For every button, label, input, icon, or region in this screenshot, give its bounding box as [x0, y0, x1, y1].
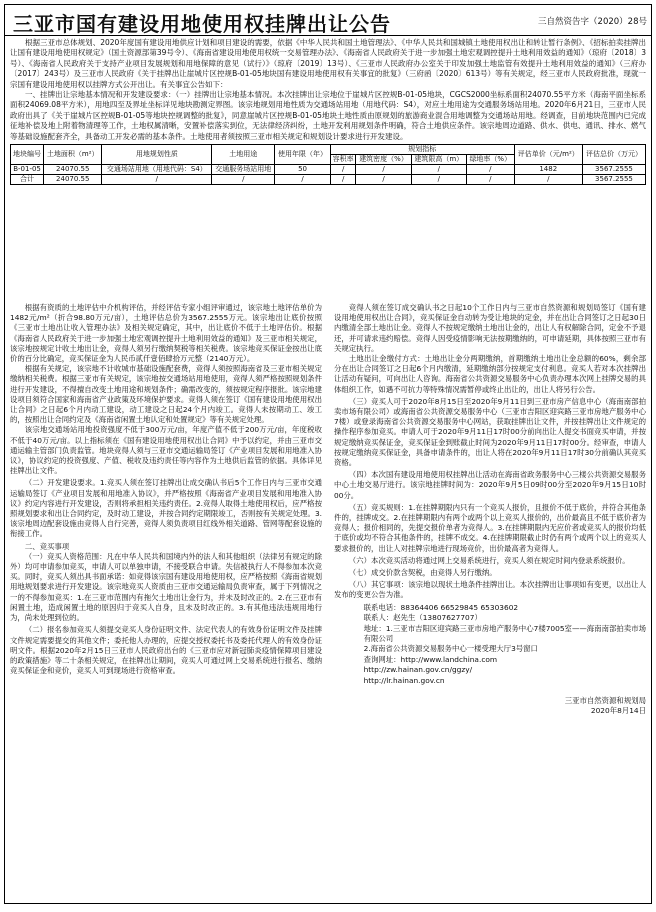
total-slash: / [466, 175, 514, 185]
total-slash: / [411, 175, 466, 185]
contact-address-2: 2.海南省公共资源交易服务中心一楼受理大厅3号窗口 [363, 644, 538, 654]
body-paragraph: （七）成交价款含契税，由竞得人另行缴纳。 [348, 568, 497, 578]
header-unit-price: 评估单价（元/m²） [514, 145, 582, 165]
table-total-row [11, 175, 646, 185]
total-slash: / [356, 175, 411, 185]
contact-phone: 联系电话：88364406 66529845 65303602 [363, 602, 519, 612]
table-row [11, 165, 646, 175]
total-slash: / [102, 175, 212, 185]
cell-green: / [466, 165, 514, 175]
cell-land-nature: 交通场站用地（用地代码：S4） [102, 165, 212, 175]
cell-height: / [411, 165, 466, 175]
intro-section [5, 36, 651, 142]
body-columns [10, 303, 646, 901]
issue-date: 2020年8月14日 [590, 706, 646, 716]
header-area: 土地面积（m²） [44, 145, 102, 165]
total-slash: / [275, 175, 331, 185]
header-height: 建筑限高（m） [411, 155, 466, 165]
header-land-use: 土地用途 [212, 145, 275, 165]
header-parcel-no: 地块编号 [11, 145, 44, 165]
total-slash: / [514, 175, 582, 185]
cell-land-use: 交通服务场站用地 [212, 165, 275, 175]
body-paragraph: （二）报名参加竞买人须提交竞买人身份证明文件、法定代表人的有效身份证明文件及挂牌文件规定需要提交的其他文件；委托他人办理的，应提交授权委托书及委托代理人的有效身份证明文件。根据2020年2月15日三亚市人民政府出台的《三亚市应对新冠肺炎疫情保障项目建设的政策措施》等二十条相关规定，在挂牌出让期间，竞买人可通过网上交易系统进行报名、缴纳竞买保证金和竞价，竞买人可到现场进行资格审查。 [10, 625, 322, 676]
body-paragraph: （四）本次国有建设用地使用权挂牌出让活动在海南省政务服务中心三楼公共资源交易服务中心土地交易厅进行。该宗地挂牌时间为：2020年9月5日09时00分至2020年9月15日10时00分。 [334, 470, 646, 500]
contact-person: 联系人：赵先生（13807627707） [363, 613, 482, 623]
cell-parcel-no: B-01-05 [11, 165, 44, 175]
right-column [334, 303, 646, 901]
contact-address-1: 地址：1.三亚市吉阳区迎宾路三亚市房地产服务中心7楼7005室——海南南部拍卖市场有限公司 [363, 623, 646, 643]
header-planning: 规划指标 [330, 145, 514, 155]
body-paragraph: 根据有资质的土地评估中介机构评估，并经评估专家小组评审通过，该宗地土地评估单价为1482元/m²（折合98.80万元/亩），土地评估总价为3567.2555万元。该宗地出让底价按照《三亚市土地出让收入管理办法》及相关规定确定，其中，出让底价不低于土地评估价。根据《海南省人民政府关于进一步加强土地宏观调控提升土地利用效益的通知》及三亚市相关规定，该宗地按规定计收土地出让金，竞得人须另行缴纳契税等相关税费。该宗地竞买保证金按出让底价的百分比确定，竞买保证金为人民币贰仟壹佰肆拾万元整（2140万元）。 [10, 303, 322, 364]
header-term: 使用年限（年） [275, 145, 331, 165]
header-total-price: 评估总价（万元） [582, 145, 645, 165]
cell-far: / [330, 165, 356, 175]
cell-density: / [356, 165, 411, 175]
cell-area: 24070.55 [44, 165, 102, 175]
total-area: 24070.55 [44, 175, 102, 185]
body-paragraph: （三）竞买人可于2020年8月15日至2020年9月11日到三亚市房产信息中心（海南南部拍卖市场有限公司）或海南省公共资源交易服务中心（三亚市吉阳区迎宾路三亚市房地产服务中心7楼）或登录海南省公共资源交易服务中心网站，获取挂牌出让文件，并按挂牌出让文件规定的操作程序参加竞买。申请人可于2020年9月11日17时00分前向出让人提交书面竞买申请，并按规定缴纳竞买保证金，竞买保证金到账截止时间为2020年9月11日17时00分。经审查，申请人按规定缴纳竞买保证金，具备申请条件的，出让人将在2020年9月11日17时30分前确认其竞买资格。 [334, 396, 646, 468]
total-label: 合计 [11, 175, 44, 185]
document-number: 三自然资告字（2020）28号 [538, 17, 647, 27]
body-paragraph: （五）竞买规则：1.在挂牌期限内只有一个竞买人报价，且报价不低于底价，并符合其他条件的，挂牌成交。2.在挂牌期限内有两个或两个以上竞买人报价的，出价最高且不低于底价者为竞得人；报价相同的，先提交报价单者为竞得人。3.在挂牌期限内无应价者或竞买人的报价均低于底价或均不符合其他条件的，挂牌不成交。4.在挂牌期限截止时仍有两个或两个以上的竞买人要求报价的，出让人对挂牌宗地进行现场竞价，出价最高者为竞得人。 [334, 502, 646, 553]
body-paragraph: （一）竞买人资格范围：凡在中华人民共和国境内外的法人和其他组织（法律另有规定的除外）均可申请参加竞买，申请人可以单独申请，不接受联合申请。失信被执行人不得参加本次竞买。同时，竞买人须出具书面承诺：如竞得该宗国有建设用地使用权，应严格按照《海南省规划用地规划要求进行开发建设。该宗地竞买人资质由三亚市交通运输局负责审查，属于下列情况之一的不得参加竞买：1.在三亚市范围内有拖欠土地出让金行为，并未及时改正的。2.在三亚市有闲置土地，造成闲置土地的原因归于竞买人自身，且未及时改正的。3.有其他违法违规用地行为，尚未处理到位的。 [10, 551, 322, 623]
body-paragraph: （八）其它事项：该宗地以现状土地条件挂牌出让。本次挂牌出让事项如有变更，以出让人发布的变更公告为准。 [334, 580, 646, 600]
body-paragraph: 该宗地交通场站用地投资强度不低于300万元/亩，年度产值不低于200万元/亩，年度税收不低于40万元/亩。以上指标须在《国有建设用地使用权出让合同》中予以约定，并由三亚市交通运输主管部门负责监管。地块竞得人须与三亚市交通运输局签订《产业项目发展和用地准入协议》，协议约定的投资强度、产值、税收及违约责任等内容作为土地供后监管的依据。具体详见挂牌出让文件。 [10, 425, 322, 476]
cell-term: 50 [275, 165, 331, 175]
parcel-table [10, 144, 646, 185]
table-header-row [11, 145, 646, 155]
header-green: 绿地率（%） [466, 155, 514, 165]
body-paragraph: （二）开发建设要求。1.竞买人须在签订挂牌出让成交确认书后5个工作日内与三亚市交通运输局签订《产业项目发展和用地准入协议》，并严格按照《海南省产业项目发展和用地准入协议》约定内容进行开发建设，否则将承担相关违约责任。2.竞得人取得土地使用权后，应严格按照规划要求和出让合同约定，及时动工建设，并按合同约定期限竣工，否则按有关规定处理。3.该宗地周边配套设施由竞得人自行完善，竞得人须负责项目红线外相关道路、管网等配套设施的衔接工作。 [10, 478, 322, 539]
section-heading: 二、竞买事项 [24, 541, 70, 551]
body-paragraph: 根据有关规定，该宗地不计收城市基础设施配套费，竞得人须按照海南省及三亚市相关规定缴纳相关税费。根据三亚市有关规定，该宗地按交通场站用地使用，竞得人须严格按照规划条件进行开发建设，不得擅自改变土地用途和规划条件；确需改变的，须按规定程序报批。该宗地建设项目须符合国家和海南省产业政策及环境保护要求。竞得人须在签订《国有建设用地使用权出让合同》之日起6个月内动工建设，动工建设之日起24个月内竣工。竞得人未按期动工、竣工的，按照出让合同约定及《海南省闲置土地认定和处置规定》等有关规定处理。 [10, 364, 322, 425]
header-land-nature: 用地规划性质 [102, 145, 212, 165]
announcement-page [4, 4, 652, 904]
contact-block [334, 603, 646, 686]
total-slash: / [330, 175, 356, 185]
body-paragraph: 土地出让金缴付方式：土地出让金分两期缴纳，首期缴纳土地出让金总额的60%，剩余部分在出让合同签订之日起6个月内缴清，延期缴纳部分按规定支付利息。竞买人若对本次挂牌出让活动有疑问，可向出让人咨询。海南省公共资源交易服务中心负责办理本次网上挂牌交易的具体组织工作，如遇不可抗力等特殊情况需暂停或终止出让的，出让人将另行公告。 [334, 354, 646, 394]
header-density: 建筑密度（%） [356, 155, 411, 165]
page-title: 三亚市国有建设用地使用权挂牌出让公告 [13, 12, 391, 36]
query-link-1[interactable]: 查询网址：http://www.landchina.com [363, 654, 498, 664]
query-link-3[interactable]: http://lr.hainan.gov.cn [363, 675, 445, 685]
cell-total-price: 3567.2555 [582, 165, 645, 175]
intro-paragraph: 一、挂牌出让宗地基本情况和开发建设要求：（一）挂牌出让宗地基本情况。本次挂牌出让宗地位于崖城片区控规B-01-05地块，CGCS2000坐标系面积24070.55平方米（海南平面坐标系面积24069.08平方米），用地四至及界址坐标详见地块勘测定界图。该宗地规划用地性质为交通场站用地（用地代码：S4），对应土地用途为交通服务场站用地。2020年6月21日，三亚市人民政府出具了《关于崖城片区控规B-01-05等地块控规调整的批复》，同意崖城片区控规B-01-05地块土地性质由原规划的旅游商业混合用地调整为交通场站用地。经调查，目前地块范围内已完成征地补偿及地上附着物清理等工作，土地权属清晰，安置补偿落实到位，无法律经济纠纷，土地开发利用规划条件明确，符合土地供应条件。该宗地周边道路、供水、供电、通讯、排水、燃气等基础设施配套齐全，具备动工开发必需的基本条件。土地使用者须按照三亚市相关规定和规划设计要求进行开发建设。 [10, 90, 646, 141]
total-price: 3567.2555 [582, 175, 645, 185]
header-far: 容积率 [330, 155, 356, 165]
issuer-name: 三亚市自然资源和规划局 [564, 695, 646, 705]
cell-unit-price: 1482 [514, 165, 582, 175]
body-paragraph: 竞得人须在签订成交确认书之日起10个工作日内与三亚市自然资源和规划局签订《国有建设用地使用权出让合同》，竞买保证金自动转为受让地块的定金，并在出让合同签订之日起30日内缴清全部土地出让金。竞得人不按规定缴纳土地出让金的，出让人有权解除合同，定金不予退还，并可请求违约赔偿。竞得人因受疫情影响无法按期缴纳的，可申请延期，具体按照三亚市有关规定执行。 [334, 303, 646, 353]
left-column [10, 303, 322, 901]
body-paragraph: （六）本次竞买活动将通过网上交易系统进行，竞买人须在规定时间内登录系统报价。 [348, 555, 630, 565]
intro-paragraph: 根据三亚市总体规划、2020年度国有建设用地供应计划和项目建设的需要，依据《中华人民共和国土地管理法》、《中华人民共和国城镇土地使用权出让和转让暂行条例》、《招标拍卖挂牌出让国有建设用地使用权规定》（国土资源部第39号令）、《海南省建设用地使用权统一交易管理办法》、《海南省人民政府关于进一步加强土地宏观调控提升土地利用效益的通知》（琼府〔2018〕3号）、《海南省人民政府关于支持产业项目发展规划和用地保障的意见（试行）》（琼府〔2019〕13号）、《三亚市人民政府办公室关于印发加强土地监管有效提升土地利用效益的通知》（三府办〔2017〕243号）及三亚市人民政府《关于挂牌出让崖城片区控规B-01-05地块国有建设用地使用权有关事宜的批复》（三府函〔2020〕613号）等有关规定，经三亚市人民政府批准，现就一宗国有建设用地使用权以挂牌方式公开出让。有关事宜公告如下： [10, 38, 646, 89]
total-slash: / [212, 175, 275, 185]
title-bar [5, 5, 651, 36]
query-link-2[interactable]: http://zw.hainan.gov.cn/ggzy/ [363, 665, 473, 675]
